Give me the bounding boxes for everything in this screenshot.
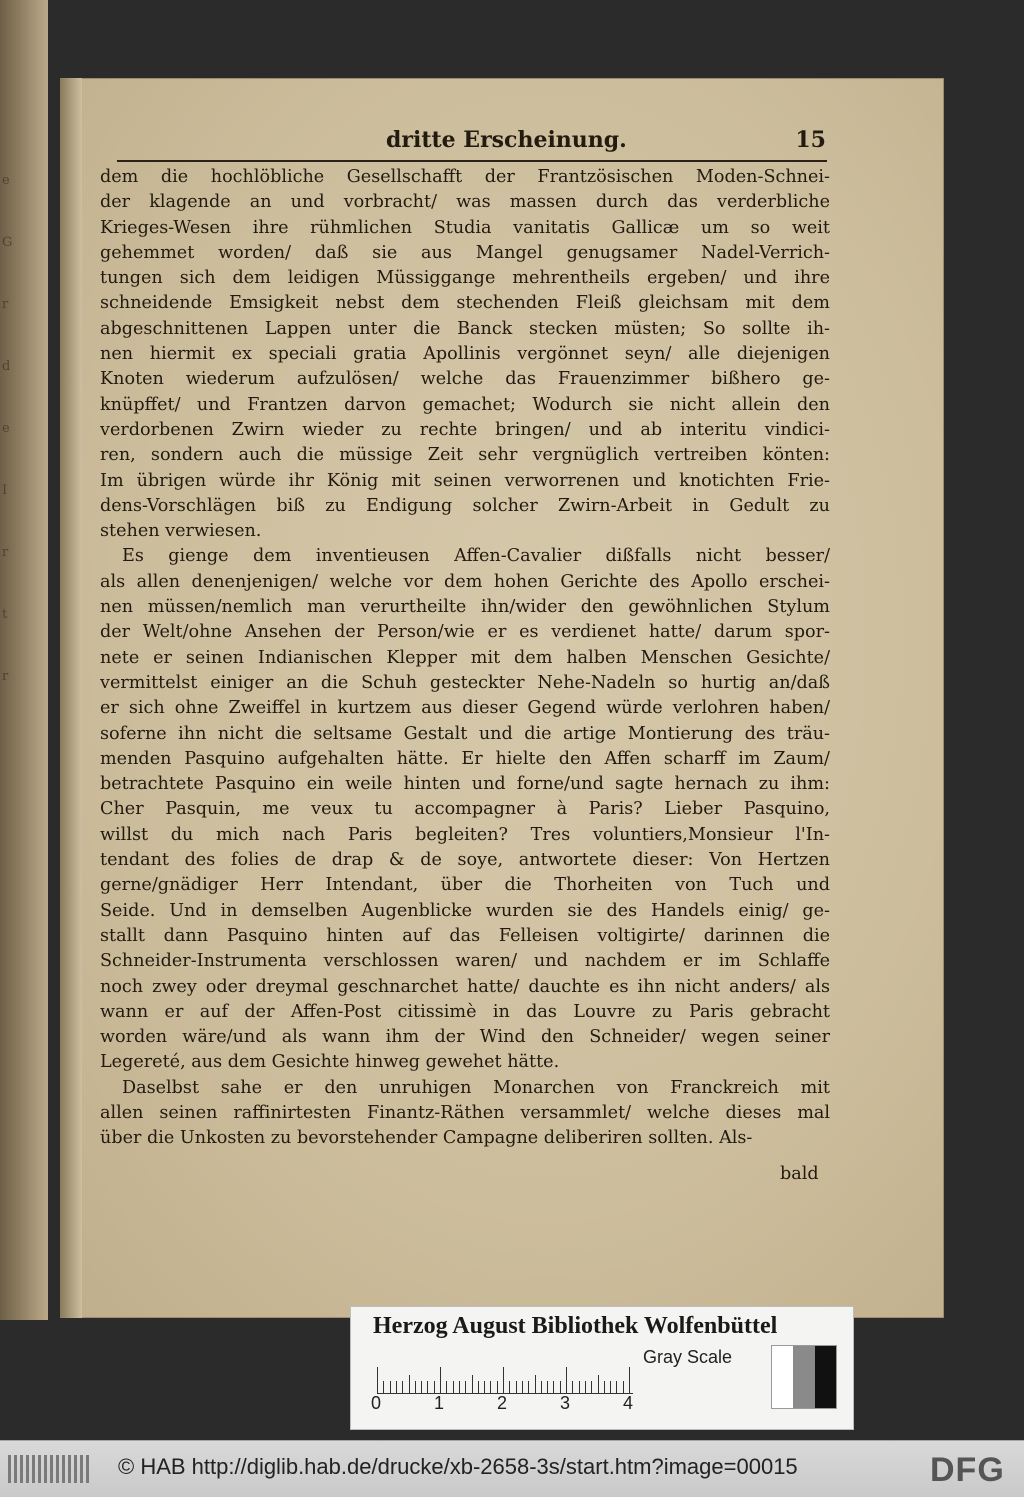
text-line: der klagende an und vorbracht/ was massen durch das verderbliche: [100, 192, 830, 213]
text-line: stehen verwiesen.: [100, 521, 262, 542]
text-line: verdorbenen Zwirn wieder zu rechte bringen/ und ab interitu vindici-: [100, 419, 830, 440]
scale-tick: [553, 1381, 554, 1393]
scale-tick: [547, 1381, 548, 1393]
scale-tick: [604, 1381, 605, 1393]
footer-bar: [0, 1440, 1024, 1497]
scale-tick: [383, 1381, 384, 1393]
text-line: tungen sich dem leidigen Müssiggange mehrentheils ergeben/ und ihre: [100, 268, 830, 289]
text-line: stallt dann Pasquino hinten auf das Felleisen voltigirte/ darinnen die: [100, 925, 830, 946]
scale-tick: [572, 1381, 573, 1393]
scale-tick: [427, 1381, 428, 1393]
scale-tick: [616, 1381, 617, 1393]
text-line: der Welt/ohne Ansehen der Person/wie er es verdienet hatte/ darum spor-: [100, 622, 830, 643]
text-line: über die Unkosten zu bevorstehender Campagne deliberiren sollten. Als-: [100, 1128, 753, 1149]
scale-tick: [440, 1367, 441, 1393]
text-line: worden wäre/und als wann ihm der Wind den Schneider/ wegen seiner: [100, 1027, 830, 1048]
scale-tick: [402, 1381, 403, 1393]
scale-tick: [503, 1367, 504, 1393]
scale-tick: [528, 1381, 529, 1393]
scale-tick: [497, 1381, 498, 1393]
scale-tick: [472, 1375, 473, 1393]
gray-scale-label: Gray Scale: [643, 1347, 733, 1367]
text-line: knüpffet/ und Frantzen darvon gemachet; Wodurch sie nicht allein den: [100, 394, 830, 415]
scale-tick: [560, 1381, 561, 1393]
scale-tick: [478, 1381, 479, 1393]
scale-tick: [415, 1381, 416, 1393]
scale-label: 2: [497, 1393, 508, 1413]
scale-tick: [377, 1367, 378, 1393]
color-target-card: [350, 1306, 854, 1430]
text-line: dens-Vorschlägen biß zu Endigung solcher Zwirn-Arbeit in Gedult zu: [100, 495, 830, 516]
measurement-scale: [377, 1367, 633, 1394]
page-header: [386, 127, 826, 161]
text-line: gerne/gnädiger Herr Intendant, über die Thorheiten von Tuch und: [100, 875, 830, 896]
text-line: tendant des folies de drap & de soye, antwortete dieser: Von Hertzen: [100, 850, 830, 871]
scale-tick: [516, 1381, 517, 1393]
library-name: Herzog August Bibliothek Wolfenbüttel: [373, 1313, 778, 1339]
text-line: Schneider-Instrumenta verschlossen waren/ und nachdem er im Schlaffe: [100, 951, 830, 972]
scale-label: 1: [434, 1393, 445, 1413]
scale-tick: [446, 1381, 447, 1393]
text-line: ren, sondern auch die müssige Zeit sehr vergnüglich vertreiben könten:: [100, 445, 830, 466]
scale-tick: [465, 1381, 466, 1393]
text-line: nete er seinen Indianischen Klepper mit dem halben Menschen Gesichte/: [100, 647, 830, 668]
text-line: dem die hochlöbliche Gesellschafft der Frantzösischen Moden-Schnei-: [100, 167, 830, 187]
catchword: bald: [780, 1164, 819, 1184]
scale-tick: [434, 1381, 435, 1393]
scale-tick: [484, 1381, 485, 1393]
text-line: Legereté, aus dem Gesichte hinweg gewehet hätte.: [100, 1052, 560, 1073]
scale-label: 3: [560, 1393, 571, 1413]
copyright-link[interactable]: © HAB http://diglib.hab.de/drucke/xb-2658-3s/start.htm?image=00015: [118, 1454, 798, 1479]
text-line: Seide. Und in demselben Augenblicke wurden sie des Handels einig/ ge-: [100, 900, 830, 921]
scale-tick: [598, 1375, 599, 1393]
text-line: nen hiermit ex speciali gratia Apollinis vergönnet seyn/ alle diejenigen: [100, 344, 830, 365]
text-line: Krieges-Wesen ihre rühmlichen Studia vanitatis Gallicæ um so weit: [100, 217, 830, 238]
scale-tick: [585, 1381, 586, 1393]
scale-tick: [490, 1381, 491, 1393]
text-line: er sich ohne Zweiffel in kurtzem aus dieser Gegend würde verlohren haben/: [100, 698, 830, 719]
gray-swatch: [772, 1346, 793, 1408]
scale-tick: [591, 1381, 592, 1393]
text-line: noch zwey oder dreymal geschnarchet hatte/ dauchte es ihn nicht anders/ als: [100, 976, 830, 997]
scale-tick: [421, 1381, 422, 1393]
text-line: gehemmet worden/ daß sie aus Mangel genugsamer Nadel-Verrich-: [100, 242, 830, 263]
text-line: Im übrigen würde ihr König mit seinen verworrenen und knotichten Frie-: [100, 470, 830, 491]
gray-swatch: [793, 1346, 814, 1408]
page-body-text: [100, 165, 830, 1152]
text-line: betrachtete Pasquino ein weile hinten und forne/und sagte hernach zu ihm:: [100, 774, 830, 795]
text-line: wann er auf der Affen-Post citissimè in das Louvre zu Paris gebracht: [100, 1001, 830, 1022]
text-line: Daselbst sahe er den unruhigen Monarchen von Franckreich mit: [122, 1077, 830, 1098]
previous-page-edge-glyphs: e G r d e I r t r: [2, 173, 13, 684]
text-line: Knoten wiederum aufzulösen/ welche das Frauenzimmer bißhero ge-: [100, 369, 830, 390]
scale-tick: [409, 1375, 410, 1393]
scale-tick: [623, 1381, 624, 1393]
header-rule: [117, 160, 827, 162]
scale-tick: [396, 1381, 397, 1393]
scale-tick: [453, 1381, 454, 1393]
gray-swatch: [815, 1346, 836, 1408]
text-line: willst du mich nach Paris begleiten? Tres voluntiers,Monsieur l'In-: [100, 824, 830, 845]
scale-label: 0: [371, 1393, 382, 1413]
text-line: menden Pasquino aufgehalten hätte. Er hielte den Affen scharff im Zaum/: [100, 748, 830, 769]
scale-tick: [509, 1381, 510, 1393]
gray-scale-swatches: [771, 1345, 837, 1409]
barcode-icon: [8, 1455, 94, 1483]
page-gutter: [60, 78, 82, 1318]
scale-tick: [535, 1375, 536, 1393]
scale-tick: [522, 1381, 523, 1393]
text-line: nen müssen/nemlich man verurtheilte ihn/wider den gewöhnlichen Stylum: [100, 597, 830, 618]
text-line: schneidende Emsigkeit nebst dem stechenden Fleiß gleichsam mit dem: [100, 293, 830, 314]
text-line: Cher Pasquin, me veux tu accompagner à Paris? Lieber Pasquino,: [100, 799, 830, 820]
text-line: abgeschnittenen Lappen unter die Banck stecken müsten; So sollte ih-: [100, 318, 830, 339]
scale-tick: [629, 1367, 630, 1393]
text-line: vermittelst einiger an die Schuh gesteckter Nehe-Nadeln so hurtig an/daß: [100, 672, 830, 693]
scale-label: 4: [623, 1393, 634, 1413]
scale-tick: [459, 1381, 460, 1393]
text-line: Es gienge dem inventieusen Affen-Cavalier dißfalls nicht besser/: [122, 546, 830, 567]
scale-tick: [390, 1381, 391, 1393]
scale-tick: [541, 1381, 542, 1393]
running-head: dritte Erscheinung.: [386, 127, 627, 153]
dfg-logo: DFG: [930, 1451, 1005, 1489]
text-line: als allen denenjenigen/ welche vor dem hohen Gerichte des Apollo erschei-: [100, 571, 830, 592]
scale-tick: [579, 1381, 580, 1393]
page-number: 15: [795, 127, 826, 153]
scale-tick: [610, 1381, 611, 1393]
scale-labels: [371, 1393, 671, 1423]
previous-page-edge: [0, 0, 48, 1320]
scale-tick: [566, 1367, 567, 1393]
text-line: allen seinen raffinirtesten Finantz-Räthen versammlet/ welche dieses mal: [100, 1102, 830, 1123]
text-line: soferne ihn nicht die seltsame Gestalt und die artige Montierung des träu-: [100, 723, 830, 744]
